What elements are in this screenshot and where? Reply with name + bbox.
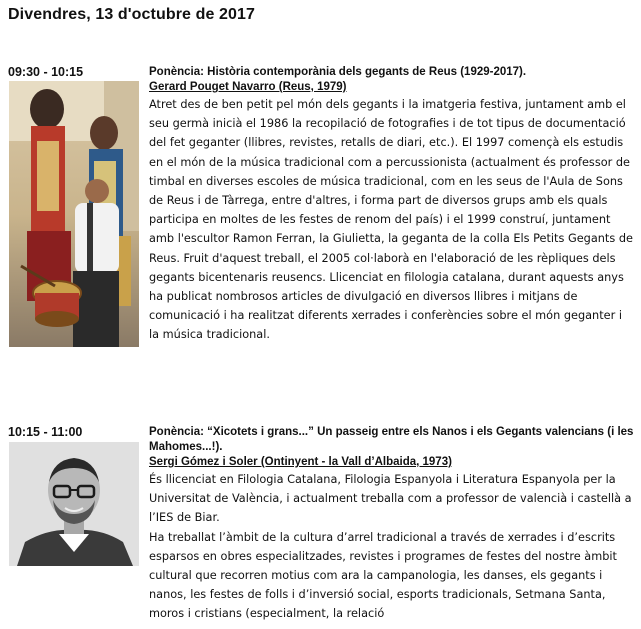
speaker-photo-portrait: [9, 442, 139, 566]
talk-block: [149, 425, 635, 624]
session-time: 10:15 - 11:00: [8, 425, 83, 439]
bio-paragraph: Ha treballat l’àmbit de la cultura d’arrel tradicional a través de xerrades i d’escrits esparsos en obres especialitzades, revistes i programes de festes del nostre àmbit cultural que recorren motius com ara la campanologia, les danses, els gegants i nanos, les festes de folls i d’inversió social, esports tradicionals, Setmana Santa, moros i cristians (especialment, la relació: [149, 530, 617, 621]
talk-title: Ponència: Història contemporània dels gegants de Reus (1929-2017).: [149, 66, 527, 78]
speaker-photo-giants: [9, 81, 139, 347]
day-title: Divendres, 13 d'octubre de 2017: [8, 6, 256, 23]
speaker-name: Sergi Gómez i Soler (Ontinyent - la Vall d’Albaida, 1973): [149, 456, 452, 468]
speaker-bio: [149, 95, 635, 345]
speaker-name: Gerard Pouget Navarro (Reus, 1979): [149, 81, 347, 93]
speaker-bio: [149, 470, 635, 624]
session-time: 09:30 - 10:15: [8, 65, 84, 79]
talk-block: [149, 65, 635, 345]
talk-title: Ponència: “Xicotets i grans...” Un passeig entre els Nanos i els Gegants valencians (i les Mahomes...!).: [149, 426, 634, 453]
bio-paragraph: És llicenciat en Filologia Catalana, Filologia Espanyola i Literatura Espanyola per la Universitat de València, i actualment treballa com a professor de valencià i castellà a l’IES de Biar.: [149, 473, 632, 525]
bio-paragraph: Atret des de ben petit pel món dels gegants i la imatgeria festiva, juntament amb el seu germà inicià el 1986 la recopilació de fotografies i de tot tipus de documentació del fet geganter (llibres, revistes, retalls de diari, etc.). El 1997 començà els estudis en el món de la música tradicional com a percussionista (actualment és professor de timbal en diverses escoles de música tradicional, com en les seus de l'Aula de Sons de Reus i de Tàrrega, entre d'altres, i forma part de diversos grups amb els quals participa en moltes de les festes de renom del país) i el 1999 construí, juntament amb l'escultor Ramon Ferran, la Giulietta, la geganta de la colla Els Petits Gegants de Reus. Fruit d'aquest treball, el 2005 col·laborà en l'elaboració de les rèpliques dels gegants bicentenaris reusencs. Llicenciat en filologia catalana, durant aquests anys ha publicat nombrosos articles de divulgació en diversos llibres i mitjans de comunicació i ha realitzat diferents xerrades i conferències sobre el món geganter i la música tradicional.: [149, 98, 633, 342]
